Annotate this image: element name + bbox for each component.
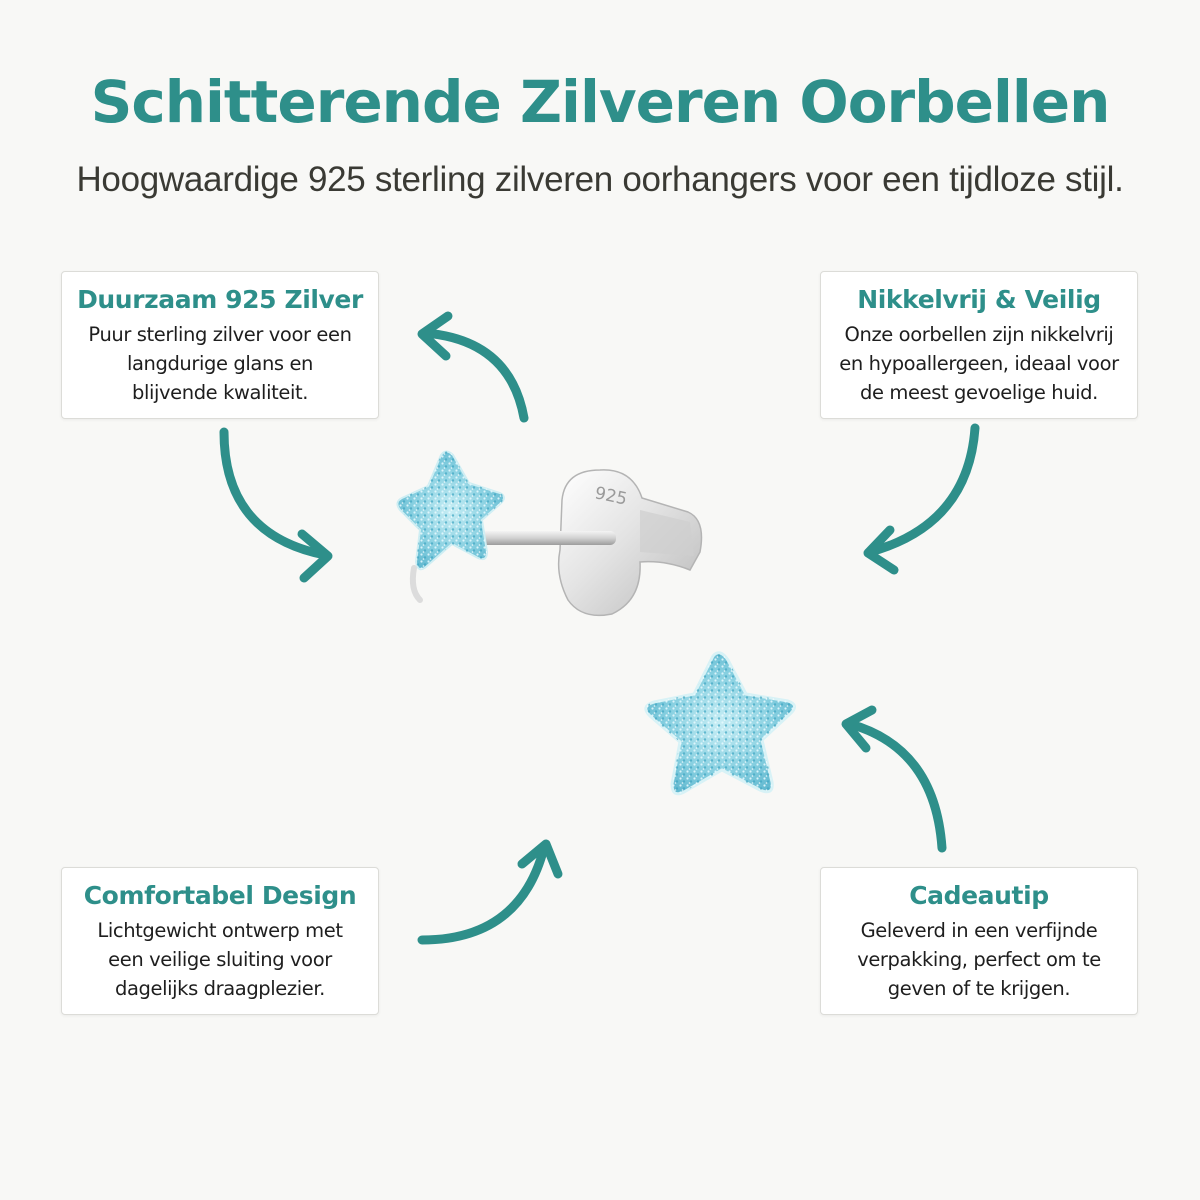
feature-line: een veilige sluiting voor <box>108 948 332 971</box>
feature-description <box>821 916 1137 1003</box>
feature-line: blijvende kwaliteit. <box>131 381 309 404</box>
feature-title: Comfortabel Design <box>83 881 357 910</box>
feature-title: Cadeautip <box>909 881 1049 910</box>
page-subtitle: Hoogwaardige 925 sterling zilveren oorhangers voor een tijdloze stijl. <box>76 160 1124 199</box>
feature-title: Duurzaam 925 Zilver <box>77 285 363 314</box>
arrow-to-earring-from-top-left <box>224 432 328 578</box>
feature-line: de meest gevoelige huid. <box>860 381 1098 404</box>
feature-title: Nikkelvrij & Veilig <box>857 285 1101 314</box>
feature-description <box>821 320 1137 407</box>
feature-description <box>62 320 378 407</box>
feature-line: verpakking, perfect om te <box>857 948 1101 971</box>
feature-card-silver <box>61 271 379 419</box>
arrow-from-bottom-right <box>846 710 942 848</box>
feature-line: langdurige glans en <box>126 352 314 375</box>
earring-post <box>468 531 616 545</box>
earring-side-view <box>397 452 701 616</box>
feature-line: en hypoallergeen, ideaal voor <box>839 352 1119 375</box>
feature-line: Onze oorbellen zijn nikkelvrij <box>844 323 1114 346</box>
feature-line: dagelijks draagplezier. <box>115 977 325 1000</box>
arrow-to-card-top-left <box>422 316 524 418</box>
feature-card-comfort <box>61 867 379 1015</box>
feature-line: Geleverd in een verfijnde <box>860 919 1098 942</box>
page-title: Schitterende Zilveren Oorbellen <box>90 68 1110 136</box>
silver-stamp: 925 <box>592 483 629 510</box>
feature-line: Lichtgewicht ontwerp met <box>97 919 343 942</box>
feature-line: geven of te krijgen. <box>887 977 1071 1000</box>
feature-line: Puur sterling zilver voor een <box>88 323 352 346</box>
feature-card-gift <box>820 867 1138 1015</box>
feature-card-nickel-free <box>820 271 1138 419</box>
feature-description <box>62 916 378 1003</box>
earring-front-view <box>646 653 795 794</box>
arrow-to-earring-from-top-right <box>868 428 975 570</box>
arrow-from-bottom-left <box>422 844 558 940</box>
